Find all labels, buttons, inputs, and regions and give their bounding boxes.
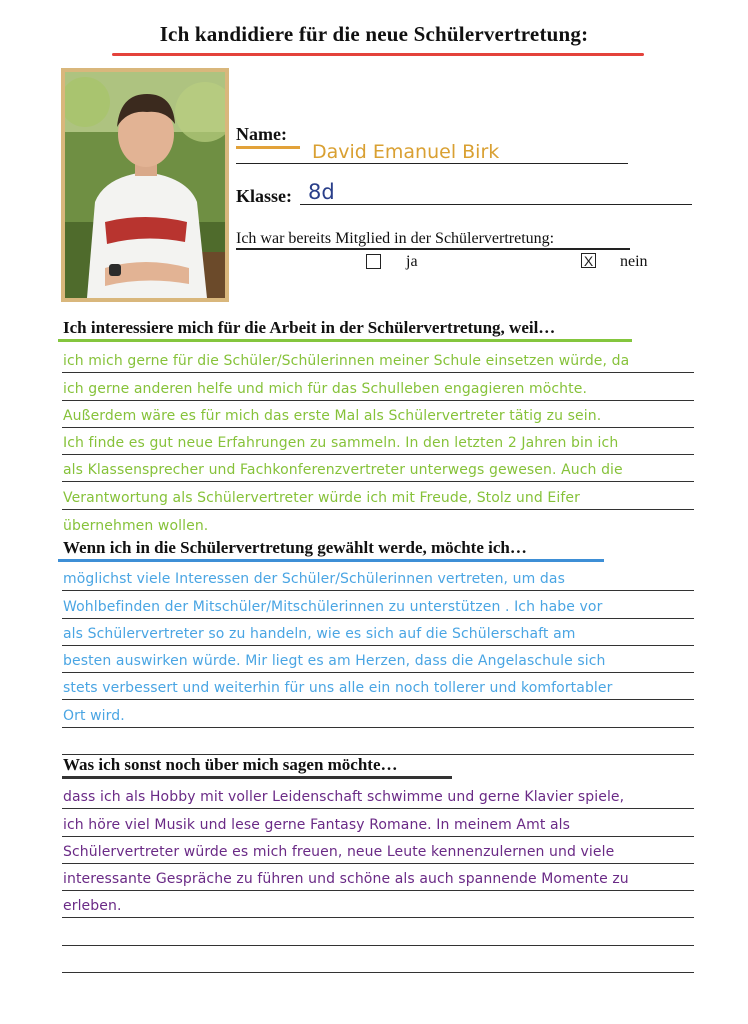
answer-line xyxy=(62,401,694,428)
checkbox-ja[interactable] xyxy=(366,254,381,269)
section3-heading-underline xyxy=(62,776,452,779)
answer-text: ich mich gerne für die Schüler/Schülerinnen meiner Schule einsetzen würde, da xyxy=(63,353,630,370)
section3-answer[interactable] xyxy=(62,782,694,973)
name-value[interactable]: David Emanuel Birk xyxy=(312,141,500,163)
answer-line xyxy=(62,837,694,864)
answer-text: möglichst viele Interessen der Schüler/Schülerinnen vertreten, um das xyxy=(63,571,565,588)
answer-line xyxy=(62,700,694,727)
candidate-photo xyxy=(65,72,225,298)
section1-answer[interactable] xyxy=(62,346,694,537)
answer-text: erleben. xyxy=(63,898,122,915)
answer-line xyxy=(62,946,694,973)
check-mark-icon: X xyxy=(583,252,594,269)
answer-text: Ich finde es gut neue Erfahrungen zu sammeln. In den letzten 2 Jahren bin ich xyxy=(63,435,619,452)
answer-line xyxy=(62,510,694,537)
answer-text: Ort wird. xyxy=(63,707,125,724)
class-field-line xyxy=(300,204,692,205)
section1-heading: Ich interessiere mich für die Arbeit in der Schülervertretung, weil… xyxy=(63,318,556,337)
answer-line xyxy=(62,591,694,618)
answer-text: interessante Gespräche zu führen und schöne als auch spannende Momente zu xyxy=(63,871,629,888)
answer-line xyxy=(62,346,694,373)
student-portrait-icon xyxy=(65,72,225,298)
section3-heading: Was ich sonst noch über mich sagen möchte… xyxy=(63,755,398,774)
answer-text: als Schülervertreter so zu handeln, wie es sich auf die Schülerschaft am xyxy=(63,625,576,642)
option-ja-label: ja xyxy=(406,253,418,270)
answer-line xyxy=(62,809,694,836)
answer-line xyxy=(62,564,694,591)
answer-text: ich höre viel Musik und lese gerne Fantasy Romane. In meinem Amt als xyxy=(63,816,571,833)
membership-question: Ich war bereits Mitglied in der Schülervertretung: xyxy=(236,230,555,247)
checkbox-nein[interactable] xyxy=(581,253,596,268)
class-label: Klasse: xyxy=(236,186,292,206)
section1-heading-underline xyxy=(58,339,632,342)
title-underline xyxy=(112,53,644,56)
answer-line xyxy=(62,864,694,891)
answer-text: stets verbessert und weiterhin für uns alle ein noch tollerer und komfortabler xyxy=(63,680,613,697)
name-label: Name: xyxy=(236,124,287,144)
membership-underline xyxy=(236,248,630,250)
section2-heading: Wenn ich in die Schülervertretung gewählt werde, möchte ich… xyxy=(63,538,527,557)
answer-line xyxy=(62,646,694,673)
answer-line xyxy=(62,455,694,482)
answer-line xyxy=(62,428,694,455)
answer-text: Schülervertreter würde es mich freuen, neue Leute kennenzulernen und viele xyxy=(63,843,615,860)
answer-line xyxy=(62,482,694,509)
option-nein-label: nein xyxy=(620,253,648,270)
answer-line xyxy=(62,673,694,700)
form-title: Ich kandidiere für die neue Schülervertretung: xyxy=(159,22,589,46)
name-label-underline xyxy=(236,146,300,149)
answer-text: besten auswirken würde. Mir liegt es am Herzen, dass die Angelaschule sich xyxy=(63,653,606,670)
candidate-photo-frame xyxy=(61,68,229,302)
answer-line xyxy=(62,918,694,945)
answer-text: Außerdem wäre es für mich das erste Mal als Schülervertreter tätig zu sein. xyxy=(63,407,602,424)
section2-heading-underline xyxy=(58,559,604,562)
answer-text: übernehmen wollen. xyxy=(63,518,209,535)
section2-answer[interactable] xyxy=(62,564,694,755)
answer-line xyxy=(62,891,694,918)
answer-text: ich gerne anderen helfe und mich für das Schulleben engagieren möchte. xyxy=(63,380,588,397)
answer-text: als Klassensprecher und Fachkonferenzvertreter unterwegs gewesen. Auch die xyxy=(63,462,623,479)
answer-line xyxy=(62,782,694,809)
answer-line xyxy=(62,619,694,646)
class-value[interactable]: 8d xyxy=(308,180,335,204)
answer-line xyxy=(62,373,694,400)
name-field-line xyxy=(236,163,628,164)
answer-line xyxy=(62,728,694,755)
answer-text: dass ich als Hobby mit voller Leidenschaft schwimme und gerne Klavier spiele, xyxy=(63,789,625,806)
answer-text: Verantwortung als Schülervertreter würde ich mit Freude, Stolz und Eifer xyxy=(63,489,580,506)
answer-text: Wohlbefinden der Mitschüler/Mitschülerinnen zu unterstützen . Ich habe vor xyxy=(63,598,603,615)
